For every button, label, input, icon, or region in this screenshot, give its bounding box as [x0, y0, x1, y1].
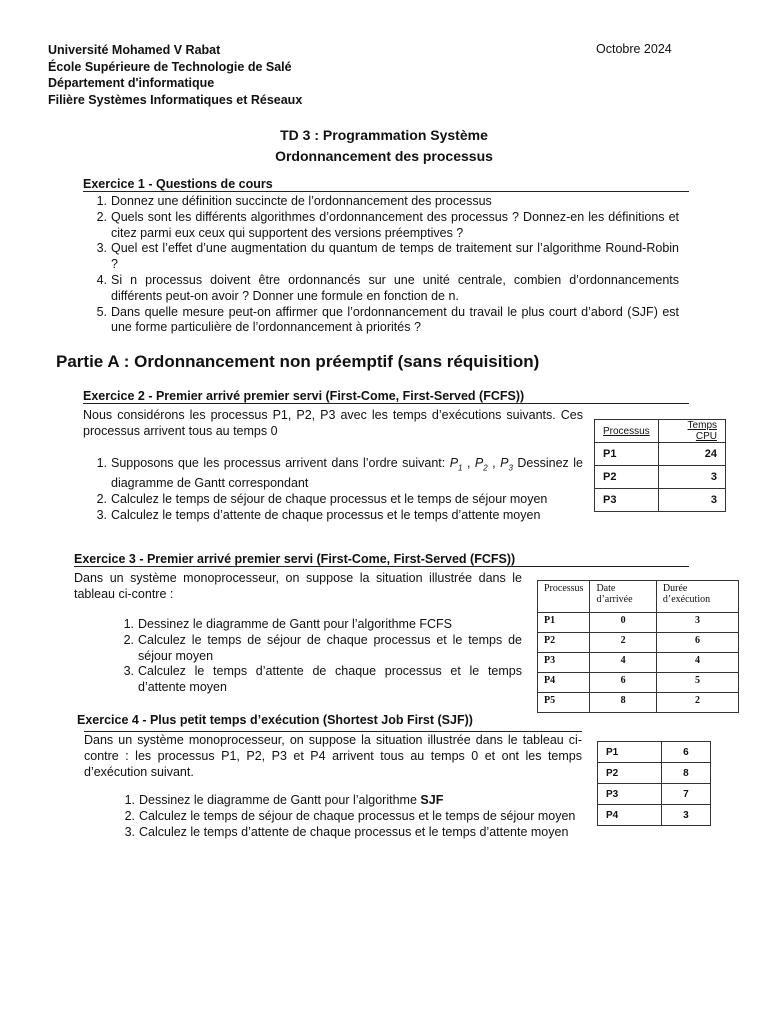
list-item: 1. Donnez une définition succincte de l’ordonnancement des processus — [96, 194, 492, 208]
table-cell: 24 — [658, 443, 725, 466]
table-cell: 5 — [656, 673, 738, 693]
ex2-heading: Exercice 2 - Premier arrivé premier servi (First-Come, First-Served (FCFS)) — [83, 389, 689, 404]
list-item: 2. Calculez le temps de séjour de chaque processus et le temps de séjour moyen — [124, 808, 576, 823]
table-row — [595, 489, 726, 512]
school-name: École Supérieure de Technologie de Salé — [48, 59, 292, 74]
list-item: 1. Supposons que les processus arrivent dans l’ordre suivant: $P_1$ , $P_2$ , $P_3$ Dessinez le diagramme de Gantt correspondant — [96, 456, 583, 491]
table-cell: P2 — [595, 466, 659, 489]
table-row — [538, 673, 739, 693]
table-cell: 2 — [656, 693, 738, 713]
table-cell: 2 — [590, 633, 656, 653]
list-item: 3. Calculez le temps d’attente de chaque processus et le temps d’attente moyen — [96, 507, 541, 522]
table-cell: P1 — [538, 613, 590, 633]
institution-header — [48, 42, 302, 108]
ex4-intro: Dans un système monoprocesseur, on suppose la situation illustrée dans le tableau ci-contre : les processus P1, P2, P3 et P4 arrivent tous au temps 0 et ont les temps d’exécution suivant. — [84, 733, 582, 779]
table-cell: 3 — [656, 613, 738, 633]
table-row — [598, 805, 711, 826]
table-header-cell: Processus — [595, 420, 659, 443]
part-a-title: Partie A : Ordonnancement non préemptif (sans réquisition) — [56, 352, 540, 371]
table-cell: 6 — [590, 673, 656, 693]
department-name: Département d'informatique — [48, 76, 215, 90]
table-row — [595, 466, 726, 489]
list-item: 2. Calculez le temps de séjour de chaque processus et le temps de séjour moyen — [123, 632, 522, 663]
table-row — [595, 443, 726, 466]
table-row — [598, 784, 711, 805]
table-cell: 0 — [590, 613, 656, 633]
list-item: 3. Quel est l’effet d’une augmentation du quantum de temps de traitement sur l’algorithme Round-Robin ? — [96, 241, 679, 272]
list-item: 3. Calculez le temps d’attente de chaque processus et le temps d’attente moyen — [124, 824, 569, 839]
university-name: Université Mohamed V Rabat — [48, 43, 221, 57]
ex4-task-list — [124, 793, 582, 840]
table-cell: 8 — [661, 763, 710, 784]
list-item: 2. Quels sont les différents algorithmes d’ordonnancement des processus ? Donnez-en les définitions et citez parmi eux ceux qui supportent des versions préemptives ? — [96, 209, 679, 240]
table-cell: 7 — [661, 784, 710, 805]
table-cell: 4 — [656, 653, 738, 673]
table-cell: P3 — [538, 653, 590, 673]
ex2-intro: Nous considérons les processus P1, P2, P3 avec les temps d’exécutions suivants. Ces processus arrivent tous au temps 0 — [83, 408, 583, 438]
list-item: 1. Dessinez le diagramme de Gantt pour l’algorithme SJF — [124, 793, 444, 807]
program-name: Filière Systèmes Informatiques et Réseaux — [48, 92, 303, 107]
table-cell: 8 — [590, 693, 656, 713]
table-cell: 3 — [658, 466, 725, 489]
list-item: 2. Calculez le temps de séjour de chaque processus et le temps de séjour moyen — [96, 492, 548, 507]
table-header-row — [538, 581, 739, 613]
table-cell: P1 — [598, 742, 662, 763]
ex2-cpu-table — [594, 419, 726, 512]
table-cell: 6 — [656, 633, 738, 653]
table-cell: P5 — [538, 693, 590, 713]
table-header-cell: Processus — [538, 581, 590, 613]
table-cell: 6 — [661, 742, 710, 763]
table-cell: P4 — [538, 673, 590, 693]
table-header-cell: Durée d’exécution — [656, 581, 738, 613]
ex4-heading: Exercice 4 - Plus petit temps d’exécution (Shortest Job First (SJF)) — [77, 713, 473, 727]
table-cell: P4 — [598, 805, 662, 826]
ex3-task-list — [123, 617, 522, 696]
table-cell: 3 — [661, 805, 710, 826]
ex4-process-table — [597, 741, 711, 826]
list-item: 1. Dessinez le diagramme de Gantt pour l’algorithme FCFS — [123, 617, 453, 631]
document-title — [0, 125, 768, 167]
list-item: 4. Si n processus doivent être ordonnancés sur une unité centrale, combien d’ordonnancements différents peut-on avoir ? Donner une formule en fonction de n. — [96, 272, 679, 303]
list-item: 3. Calculez le temps d’attente de chaque processus et le temps d’attente moyen — [123, 664, 522, 695]
table-cell: P2 — [538, 633, 590, 653]
document-date: Octobre 2024 — [596, 42, 672, 56]
table-row — [538, 613, 739, 633]
table-header-row — [595, 420, 726, 443]
ex3-intro: Dans un système monoprocesseur, on suppose la situation illustrée dans le tableau ci-contre : — [74, 571, 522, 601]
ex3-heading: Exercice 3 - Premier arrivé premier servi (First-Come, First-Served (FCFS)) — [74, 552, 689, 567]
ex1-heading: Exercice 1 - Questions de cours — [83, 177, 689, 192]
title-line-1: TD 3 : Programmation Système — [280, 127, 488, 143]
table-cell: 4 — [590, 653, 656, 673]
table-header-cell: Temps CPU — [658, 420, 725, 443]
table-cell: P1 — [595, 443, 659, 466]
table-row — [538, 653, 739, 673]
ex3-process-table — [537, 580, 739, 713]
table-header-cell: Date d’arrivée — [590, 581, 656, 613]
title-line-2: Ordonnancement des processus — [275, 148, 493, 164]
table-row — [598, 742, 711, 763]
table-cell: P3 — [598, 784, 662, 805]
table-row — [598, 763, 711, 784]
ex2-task-list — [96, 456, 583, 524]
table-cell: P3 — [595, 489, 659, 512]
table-row — [538, 693, 739, 713]
ex1-question-list — [96, 194, 679, 336]
table-row — [538, 633, 739, 653]
table-cell: P2 — [598, 763, 662, 784]
list-item: 5. Dans quelle mesure peut-on affirmer que l’ordonnancement du travail le plus court d’abord (SJF) est une forme particulière de l’ordonnancement à priorités ? — [96, 304, 679, 335]
table-cell: 3 — [658, 489, 725, 512]
